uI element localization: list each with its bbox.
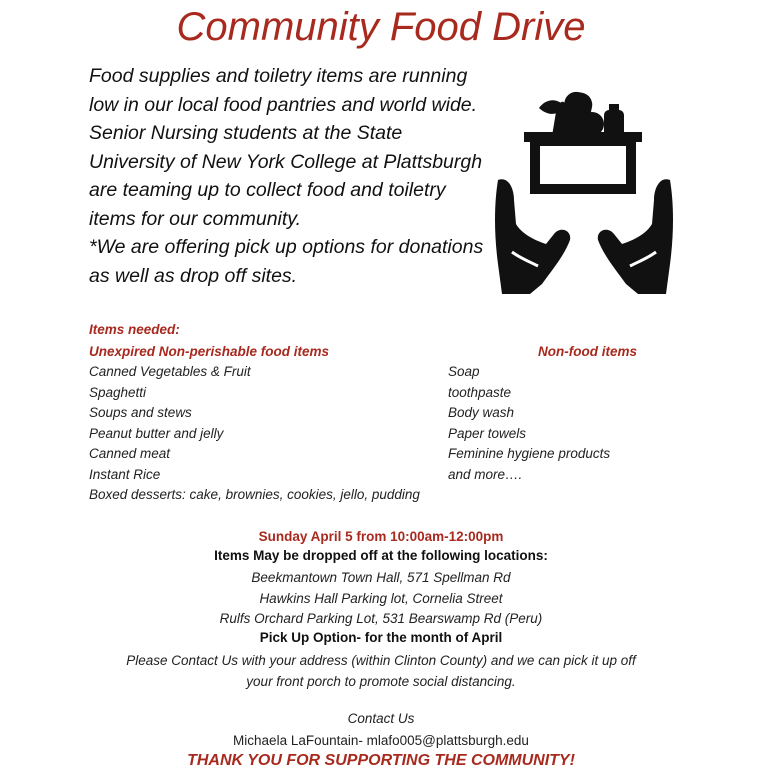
contact-heading: Contact Us (347, 711, 415, 726)
food-items-list (89, 362, 420, 506)
dropoff-heading: Items May be dropped off at the following locations: (214, 548, 548, 563)
hands-holding-food-box-icon (494, 84, 674, 299)
flyer-title: Community Food Drive (176, 5, 586, 49)
list-item: Feminine hygiene products (448, 446, 611, 461)
intro-text (89, 62, 489, 290)
list-item: toothpaste (448, 384, 512, 400)
nonfood-items-heading: Non-food items (538, 344, 637, 359)
list-item: Soups and stews (89, 405, 192, 420)
intro-note: *We are offering pick up options for donations as well as drop off sites. (89, 236, 484, 287)
list-item: Canned Vegetables & Fruit (89, 364, 251, 379)
pickup-heading: Pick Up Option- for the month of April (259, 630, 503, 645)
list-item: Boxed desserts: cake, brownies, cookies, jello, pudding (89, 487, 420, 502)
items-needed-label: Items needed: (89, 322, 180, 337)
list-item: Body wash (448, 405, 515, 420)
contact-info: Michaela LaFountain- mlafo005@plattsburgh.edu (233, 733, 529, 748)
list-item: and more…. (448, 466, 523, 482)
list-item: Canned meat (89, 446, 171, 461)
list-item: Soap (448, 364, 480, 379)
nonfood-items-list (448, 362, 610, 485)
pickup-description (0, 650, 762, 692)
event-date: Sunday April 5 from 10:00am-12:00pm (258, 529, 504, 544)
food-items-heading: Unexpired Non-perishable food items (89, 344, 330, 359)
list-item: Spaghetti (89, 384, 147, 400)
thank-you-banner: THANK YOU FOR SUPPORTING THE COMMUNITY! (187, 752, 575, 769)
list-item: Hawkins Hall Parking lot, Cornelia Street (259, 590, 503, 606)
pickup-line: Please Contact Us with your address (within Clinton County) and we can pick it up off (126, 653, 636, 668)
list-item: Rulfs Orchard Parking Lot, 531 Bearswamp Rd (Peru) (219, 611, 543, 626)
list-item: Beekmantown Town Hall, 571 Spellman Rd (251, 570, 511, 585)
pickup-line: your front porch to promote social distancing. (246, 674, 516, 689)
list-item: Paper towels (448, 425, 527, 441)
list-item: Peanut butter and jelly (89, 425, 224, 441)
intro-paragraph: Food supplies and toiletry items are running low in our local food pantries and world wide. Senior Nursing students at the State University of New York College at Plattsburgh are teaming up to collect food and toiletry items for our community. (89, 65, 483, 230)
list-item: Instant Rice (89, 466, 161, 482)
dropoff-locations-list (0, 568, 762, 630)
